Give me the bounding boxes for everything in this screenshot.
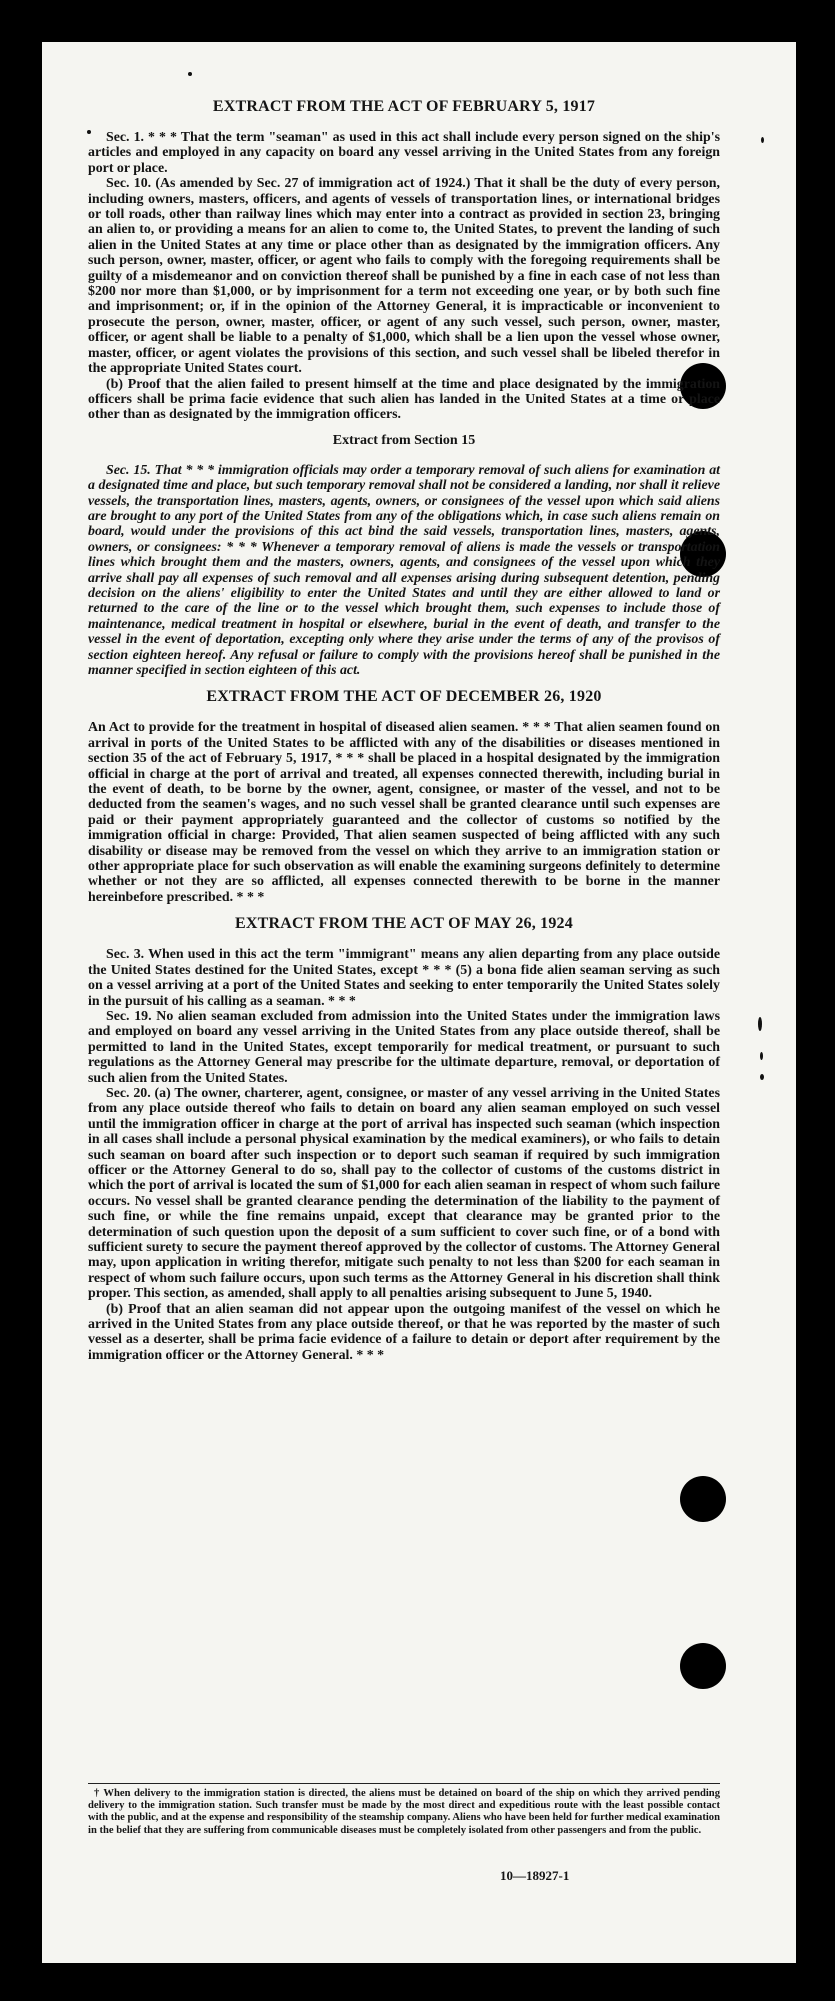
section-heading: Extract from Section 15: [332, 432, 476, 448]
section-act-1917: [88, 98, 720, 423]
paragraph: An Act to provide for the treatment in hospital of diseased alien seamen. * * * That alien seamen found on arrival in ports of the United States to be afflicted with any of the disabilities or diseases mentioned in section 35 of the act of February 5, 1917, * * * shall be placed in a hospital designated by the immigration official in charge at the port of arrival and treated, all expenses connected therewith, including burial in the event of death, to be borne by the owner, agent, consignee, or master of the vessel, and not to be deducted from the seamen's wages, and no such vessel shall be granted clearance until such expenses are paid or their payment appropriately guaranteed and the collector of customs so notified by the immigration official in charge: Provided, That alien seamen suspected of being afflicted with any such disability or disease may be removed from the vessel on which they arrive to an immigration station or other appropriate place for such observation as will enable the examining surgeons definitely to determine whether or not they are so afflicted, all expenses connected therewith to be borne in the manner hereinbefore prescribed. * * *: [88, 720, 720, 905]
scan-speck: [188, 72, 192, 76]
paragraph: Sec. 1. * * * That the term "seaman" as used in this act shall include every person signed on the ship's articles and employed in any capacity on board any vessel arriving in the United States from any foreign port or place.: [88, 130, 720, 176]
paragraph: (b) Proof that an alien seaman did not appear upon the outgoing manifest of the vessel on which he arrived in the United States from any place outside thereof, or that he was reported by the master of such vessel as a deserter, shall be prima facie evidence of a failure to detain or deport after requirement by the immigration officer or the Attorney General. * * *: [88, 1301, 720, 1363]
scan-speck: [758, 1017, 762, 1031]
section-act-1924: [88, 915, 720, 1363]
paragraph: Sec. 3. When used in this act the term "immigrant" means any alien departing from any place outside the United States destined for the United States, except * * * (5) a bona fide alien seaman serving as such on a vessel arriving at a port of the United States and seeking to enter temporarily the United States solely in the pursuit of his calling as a seaman. * * *: [88, 947, 720, 1009]
section-act-1920: [88, 688, 720, 905]
section-heading: EXTRACT FROM THE ACT OF FEBRUARY 5, 1917: [212, 98, 596, 115]
document-body: [88, 98, 720, 1373]
scan-speck: [760, 1074, 764, 1080]
section-heading: EXTRACT FROM THE ACT OF MAY 26, 1924: [235, 915, 573, 933]
paragraph: Sec. 10. (As amended by Sec. 27 of immigration act of 1924.) That it shall be the duty of every person, including owners, masters, officers, and agents of vessels of transportation lines, or international bridges or toll roads, other than railway lines which may enter into a contract as provided in section 23, bringing an alien to, or providing a means for an alien to come to, the United States, to prevent the landing of such alien in the United States at any time or place other than as designated by the immigration officers. Any such person, owner, master, officer, or agent who fails to comply with the foregoing requirements shall be guilty of a misdemeanor and on conviction thereof shall be punished by a fine in each case of not less than $200 nor more than $1,000, or by imprisonment for a term not exceeding one year, or by both such fine and imprisonment; or, if in the opinion of the Attorney General, it is impracticable or inconvenient to prosecute the person, owner, master, officer, or agent of any such vessel, such person, owner, master, officer, or agent shall be liable to a penalty of $1,000, which shall be a lien upon the vessel whose owner, master, officer, or agent violates the provisions of this section, and such vessel shall be libeled therefor in the appropriate United States court.: [88, 176, 720, 377]
section-extract-15: [88, 433, 720, 679]
scan-speck: [760, 1052, 763, 1060]
punch-hole: [680, 1476, 726, 1522]
punch-hole: [680, 1643, 726, 1689]
footnote-text: † When delivery to the immigration station is directed, the aliens must be detained on board of the ship on which they arrived pending delivery to the immigration station. Such transfer must be made by the most direct and expeditious route with the least possible contact with the public, and at the expense and responsibility of the steamship company. Aliens who have been held for further medical examination in the belief that they are suffering from communicable diseases must be completely isolated from other passengers and from the public.: [88, 1788, 720, 1836]
paragraph: Sec. 19. No alien seaman excluded from admission into the United States under the immigration laws and employed on board any vessel arriving in the United States from any place outside thereof, shall be permitted to land in the United States, except temporarily for medical treatment, or pursuant to such regulations as the Attorney General may prescribe for the ultimate departure, removal, or deportation of such alien from the United States.: [88, 1008, 720, 1086]
footnote: [88, 1783, 720, 1837]
scan-speck: [761, 137, 764, 143]
section-heading: EXTRACT FROM THE ACT OF DECEMBER 26, 1920: [206, 688, 602, 706]
form-number: 10—18927-1: [500, 1868, 570, 1883]
paragraph: (b) Proof that the alien failed to present himself at the time and place designated by the immigration officers shall be prima facie evidence that such alien has landed in the United States at a time or place other than as designated by the immigration officers.: [88, 376, 720, 423]
paragraph: Sec. 20. (a) The owner, charterer, agent, consignee, or master of any vessel arriving in the United States from any place outside thereof who fails to detain on board any alien seaman employed on such vessel until the immigration officer in charge at the port of arrival has inspected such seaman (which inspection in all cases shall include a personal physical examination by the medical examiners), or who fails to detain such seaman on board after such inspection or to deport such seaman if required by such immigration officer or the Attorney General to do so, shall pay to the collector of customs of the customs district in which the port of arrival is located the sum of $1,000 for each alien seaman in respect of whom such failure occurs. No vessel shall be granted clearance pending the determination of the liability to the payment of such fine, or while the fine remains unpaid, except that clearance may be granted prior to the determination of such question upon the deposit of a sum sufficient to cover such fine, or of a bond with sufficient surety to secure the payment thereof approved by the collector of customs. The Attorney General may, upon application in writing therefor, mitigate such penalty to not less than $200 for each seaman in respect of whom such failure occurs, upon such terms as the Attorney General in his discretion shall think proper. This section, as amended, shall apply to all penalties arising subsequent to June 5, 1940.: [88, 1085, 720, 1302]
paragraph: Sec. 15. That * * * immigration officials may order a temporary removal of such aliens for examination at a designated time and place, but such temporary removal shall not be considered a landing, nor shall it relieve vessels, the transportation lines, masters, agents, owners, or consignees of the vessel upon which said aliens are brought to any port of the United States from any of the obligations which, in case such aliens remain on board, would under the provisions of this act bind the said vessels, transportation lines, masters, agents, owners, or consignees: * * * Whenever a temporary removal of aliens is made the vessels or transportation lines which brought them and the masters, owners, agents, and consignees of the vessel upon which they arrive shall pay all expenses of such removal and all expenses arising during subsequent detention, pending decision on the aliens' eligibility to enter the United States and until they are either allowed to land or returned to the care of the line or to the vessel which brought them, such expenses to include those of maintenance, medical treatment in hospital or elsewhere, burial in the event of death, and transfer to the vessel in the event of deportation, excepting only where they arise under the terms of any of the provisos of section eighteen hereof. Any refusal or failure to comply with the provisions hereof shall be punished in the manner specified in section eighteen of this act.: [88, 462, 720, 678]
